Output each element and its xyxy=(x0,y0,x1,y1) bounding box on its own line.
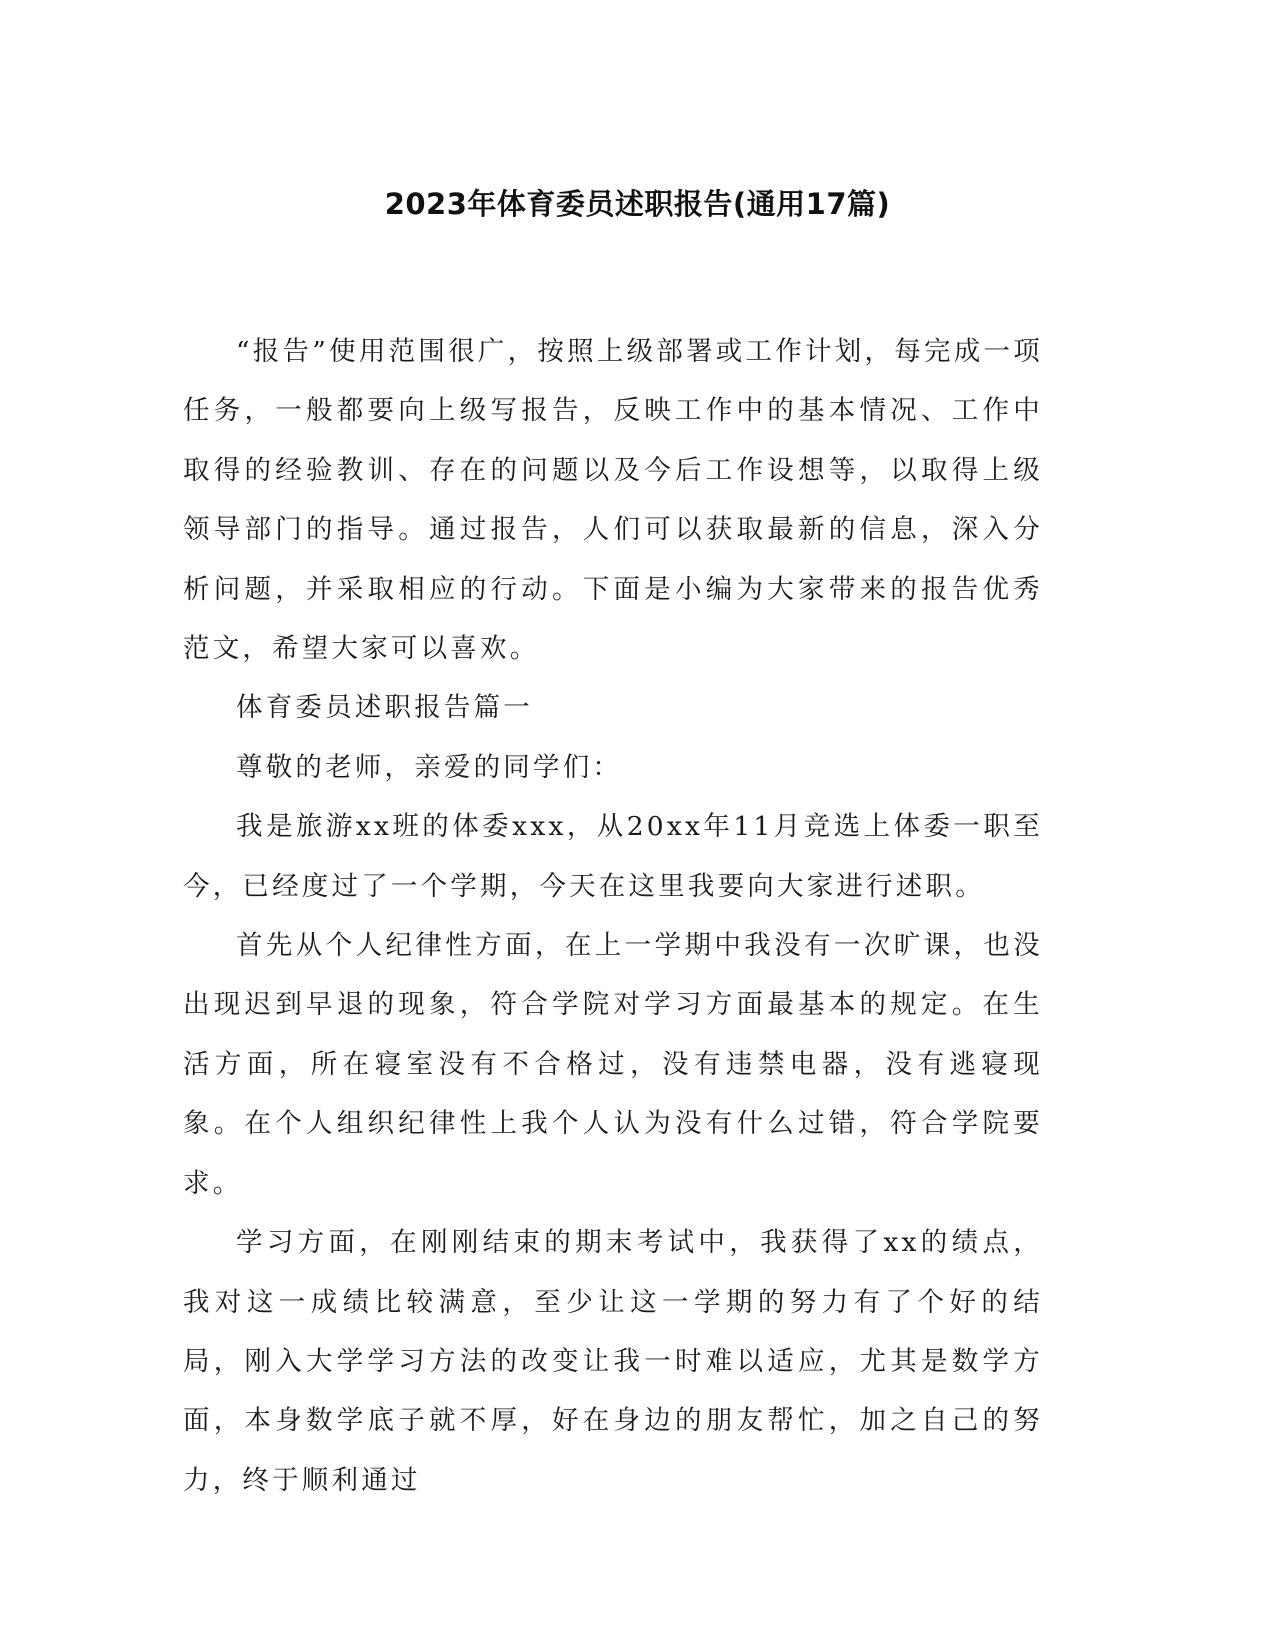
body-paragraph: 学习方面，在刚刚结束的期末考试中，我获得了xx的绩点，我对这一成绩比较满意，至少让这一学期的努力有了个好的结局，刚入大学学习方法的改变让我一时难以适应，尤其是数学方面，本身数学底子就不厚，好在身边的朋友帮忙，加之自己的努力，终于顺利通过 xyxy=(183,1227,1043,1496)
document-title: 2023年体育委员述职报告(通用17篇) xyxy=(384,187,891,221)
body-paragraph: 我是旅游xx班的体委xxx，从20xx年11月竞选上体委一职至今，已经度过了一个学期，今天在这里我要向大家进行述职。 xyxy=(183,811,1043,902)
salutation: 尊敬的老师，亲爱的同学们： xyxy=(236,751,623,783)
intro-paragraph: “报告”使用范围很广，按照上级部署或工作计划，每完成一项任务，一般都要向上级写报告，反映工作中的基本情况、工作中取得的经验教训、存在的问题以及今后工作设想等，以取得上级领导部门的指导。通过报告，人们可以获取最新的信息，深入分析问题，并采取相应的行动。下面是小编为大家带来的报告优秀范文，希望大家可以喜欢。 xyxy=(183,336,1043,665)
section-heading: 体育委员述职报告篇一 xyxy=(236,692,533,724)
document-body xyxy=(183,322,1043,1510)
body-paragraph: 首先从个人纪律性方面，在上一学期中我没有一次旷课，也没出现迟到早退的现象，符合学院对学习方面最基本的规定。在生活方面，所在寝室没有不合格过，没有违禁电器，没有逃寝现象。在个人组织纪律性上我个人认为没有什么过错，符合学院要求。 xyxy=(183,930,1043,1199)
